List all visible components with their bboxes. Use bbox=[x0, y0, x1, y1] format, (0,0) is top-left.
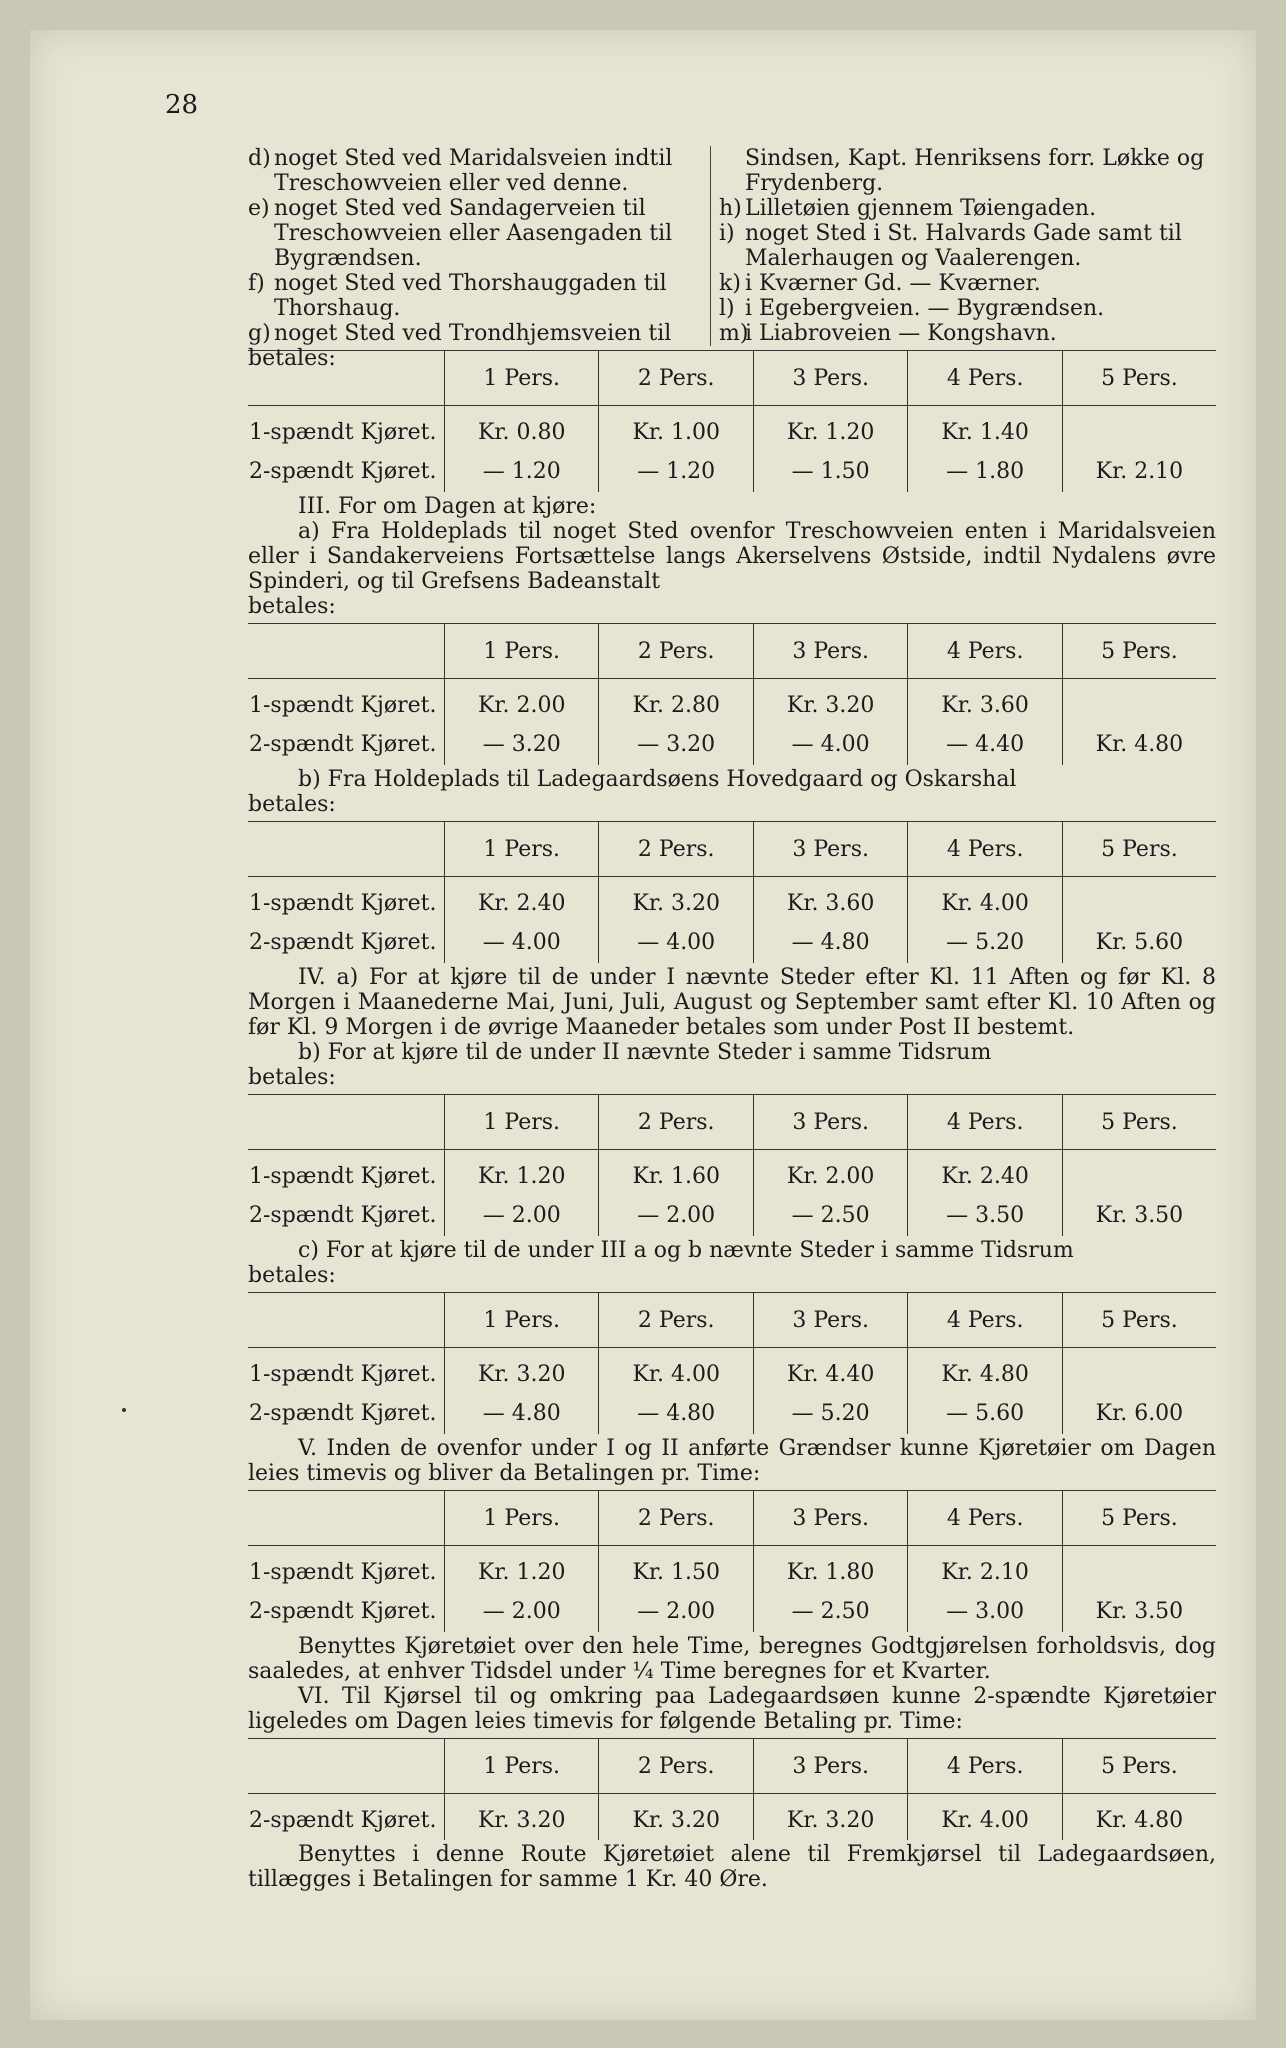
entry-label: k) bbox=[719, 271, 741, 296]
fare-cell: Kr. 2.40 bbox=[445, 877, 599, 924]
header-cell: 4 Pers. bbox=[908, 1739, 1062, 1794]
table-row bbox=[248, 1394, 1216, 1434]
fare-cell: Kr. 4.00 bbox=[908, 1794, 1062, 1841]
intro-entry bbox=[719, 321, 1216, 346]
header-blank bbox=[248, 822, 445, 877]
intro-entry bbox=[248, 321, 700, 346]
header-cell: 5 Pers. bbox=[1062, 1095, 1216, 1150]
header-blank bbox=[248, 1739, 445, 1794]
header-blank bbox=[248, 1293, 445, 1348]
fare-cell: Kr. 2.00 bbox=[753, 1150, 907, 1197]
fare-cell: — 3.50 bbox=[908, 1196, 1062, 1236]
fare-cell: Kr. 3.20 bbox=[599, 1794, 753, 1841]
header-cell: 3 Pers. bbox=[753, 1293, 907, 1348]
header-cell: 4 Pers. bbox=[908, 1095, 1062, 1150]
entry-text: noget Sted ved Trondhjemsveien til bbox=[274, 321, 672, 346]
header-cell: 4 Pers. bbox=[908, 1293, 1062, 1348]
header-blank bbox=[248, 624, 445, 679]
table-row bbox=[248, 1196, 1216, 1236]
fare-cell: — 4.80 bbox=[753, 923, 907, 963]
entry-label: m) bbox=[719, 321, 749, 346]
header-cell: 5 Pers. bbox=[1062, 351, 1216, 406]
row-label: 2-spændt Kjøret. bbox=[249, 1808, 437, 1833]
row-label: 2-spændt Kjøret. bbox=[249, 1599, 437, 1624]
header-cell: 3 Pers. bbox=[753, 624, 907, 679]
header-row bbox=[248, 1095, 1216, 1150]
fare-cell: Kr. 3.60 bbox=[908, 679, 1062, 726]
fare-section bbox=[248, 1634, 1216, 1840]
fare-section bbox=[248, 350, 1216, 492]
table-row bbox=[248, 1150, 1216, 1197]
fare-table bbox=[248, 623, 1216, 765]
entry-text: noget Sted ved Thorshauggaden til Thorshaug. bbox=[274, 271, 667, 321]
fare-table-body bbox=[248, 679, 1216, 766]
row-label: 1-spændt Kjøret. bbox=[249, 1164, 437, 1189]
fare-cell: Kr. 2.00 bbox=[445, 679, 599, 726]
section-text: betales: bbox=[248, 594, 336, 619]
entry-text: Sindsen, Kapt. Henriksens forr. Løkke og Frydenberg. bbox=[745, 146, 1205, 196]
section-text: V. Inden de ovenfor under I og II anførte Grændser kunne Kjøretøier om Dagen leies timevis og bliver da Betalingen pr. Time: bbox=[248, 1436, 1216, 1486]
fare-cell: Kr. 1.50 bbox=[599, 1546, 753, 1593]
fare-cell: Kr. 3.20 bbox=[599, 877, 753, 924]
section-text: IV. a) For at kjøre til de under I nævnte Steder efter Kl. 11 Aften og før Kl. 8 Morgen i Maanederne Mai, Juni, Juli, August og September samt efter Kl. 10 Aften og før Kl. 9 Morgen i de øvrige Maaneder betales som under Post II bestemt. bbox=[248, 965, 1216, 1040]
entry-label: d) bbox=[248, 146, 271, 171]
fare-cell: Kr. 1.60 bbox=[599, 1150, 753, 1197]
fare-cell: — 4.80 bbox=[599, 1394, 753, 1434]
row-label: 1-spændt Kjøret. bbox=[249, 420, 437, 445]
entry-label: l) bbox=[719, 296, 735, 321]
header-cell: 2 Pers. bbox=[599, 1293, 753, 1348]
table-row bbox=[248, 923, 1216, 963]
header-cell: 3 Pers. bbox=[753, 1491, 907, 1546]
fare-table bbox=[248, 1490, 1216, 1632]
fare-table-head bbox=[248, 1293, 1216, 1348]
header-cell: 4 Pers. bbox=[908, 351, 1062, 406]
fare-cell: Kr. 3.50 bbox=[1062, 1196, 1216, 1236]
header-cell: 2 Pers. bbox=[599, 1491, 753, 1546]
fare-sections bbox=[248, 350, 1216, 1840]
row-label: 1-spændt Kjøret. bbox=[249, 891, 437, 916]
fare-cell: Kr. 1.20 bbox=[753, 406, 907, 453]
header-cell: 5 Pers. bbox=[1062, 1491, 1216, 1546]
fare-cell bbox=[1062, 679, 1216, 726]
fare-table-head bbox=[248, 1739, 1216, 1794]
page-number: 28 bbox=[165, 90, 199, 120]
intro-entry bbox=[248, 146, 700, 196]
fare-table-head bbox=[248, 1491, 1216, 1546]
fare-cell: — 1.20 bbox=[599, 452, 753, 492]
entry-label: g) bbox=[248, 321, 271, 346]
fare-cell: Kr. 3.20 bbox=[445, 1794, 599, 1841]
header-cell: 5 Pers. bbox=[1062, 1293, 1216, 1348]
table-row bbox=[248, 725, 1216, 765]
fare-cell: Kr. 1.40 bbox=[908, 406, 1062, 453]
fare-cell: Kr. 3.60 bbox=[753, 877, 907, 924]
fare-table bbox=[248, 1292, 1216, 1434]
header-cell: 2 Pers. bbox=[599, 1095, 753, 1150]
header-cell: 1 Pers. bbox=[445, 1095, 599, 1150]
intro-entry bbox=[719, 146, 1216, 196]
row-label: 2-spændt Kjøret. bbox=[249, 930, 437, 955]
table-row bbox=[248, 877, 1216, 924]
fare-section bbox=[248, 494, 1216, 765]
fare-cell: Kr. 2.40 bbox=[908, 1150, 1062, 1197]
fare-cell: — 5.20 bbox=[753, 1394, 907, 1434]
intro-entry bbox=[719, 296, 1216, 321]
table-row bbox=[248, 1348, 1216, 1395]
intro-entry bbox=[248, 196, 700, 271]
fare-cell: Kr. 1.00 bbox=[599, 406, 753, 453]
section-text: b) Fra Holdeplads til Ladegaardsøens Hovedgaard og Oskarshal bbox=[298, 767, 1017, 792]
header-row bbox=[248, 822, 1216, 877]
section-text: betales: bbox=[248, 1263, 336, 1288]
header-cell: 1 Pers. bbox=[445, 1293, 599, 1348]
header-row bbox=[248, 1491, 1216, 1546]
entry-text: i Liabroveien — Kongshavn. bbox=[745, 321, 1057, 346]
header-cell: 5 Pers. bbox=[1062, 624, 1216, 679]
print-speck bbox=[122, 1408, 126, 1412]
entry-label bbox=[719, 146, 745, 196]
fare-cell bbox=[1062, 1348, 1216, 1395]
section-text: c) For at kjøre til de under III a og b nævnte Steder i samme Tidsrum bbox=[298, 1238, 1074, 1263]
fare-cell bbox=[1062, 1546, 1216, 1593]
intro-entry bbox=[719, 196, 1216, 221]
fare-cell: — 1.50 bbox=[753, 452, 907, 492]
row-label: 2-spændt Kjøret. bbox=[249, 459, 437, 484]
header-cell: 2 Pers. bbox=[599, 351, 753, 406]
entry-text: noget Sted ved Sandagerveien til Treschowveien eller Aasengaden til Bygrændsen. bbox=[274, 196, 673, 271]
header-cell: 1 Pers. bbox=[445, 624, 599, 679]
section-text: VI. Til Kjørsel til og omkring paa Ladegaardsøen kunne 2-spændte Kjøretøier ligeledes om Dagen leies timevis for følgende Betaling pr. Time: bbox=[248, 1684, 1216, 1734]
fare-table-body bbox=[248, 1794, 1216, 1841]
fare-table bbox=[248, 1094, 1216, 1236]
fare-cell: Kr. 5.60 bbox=[1062, 923, 1216, 963]
entry-text: i Egebergveien. — Bygrændsen. bbox=[745, 296, 1105, 321]
header-cell: 3 Pers. bbox=[753, 1095, 907, 1150]
closing-paragraph: Benyttes i denne Route Kjøretøiet alene til Fremkjørsel til Ladegaardsøen, tillægges i Betalingen for samme 1 Kr. 40 Øre. bbox=[248, 1842, 1216, 1892]
fare-cell: — 2.00 bbox=[445, 1592, 599, 1632]
fare-cell: Kr. 4.00 bbox=[908, 877, 1062, 924]
header-cell: 4 Pers. bbox=[908, 1491, 1062, 1546]
row-label: 2-spændt Kjøret. bbox=[249, 1401, 437, 1426]
fare-table-body bbox=[248, 1348, 1216, 1435]
fare-cell: Kr. 6.00 bbox=[1062, 1394, 1216, 1434]
entry-text: noget Sted i St. Halvards Gade samt til Malerhaugen og Vaalerengen. bbox=[745, 221, 1182, 271]
fare-cell: — 1.80 bbox=[908, 452, 1062, 492]
fare-table-head bbox=[248, 822, 1216, 877]
entry-text: noget Sted ved Maridalsveien indtil Treschowveien eller ved denne. bbox=[274, 146, 673, 196]
header-cell: 5 Pers. bbox=[1062, 822, 1216, 877]
fare-table-body bbox=[248, 1546, 1216, 1633]
fare-cell: Kr. 2.10 bbox=[908, 1546, 1062, 1593]
fare-cell: Kr. 4.80 bbox=[908, 1348, 1062, 1395]
intro-right-column bbox=[711, 146, 1216, 346]
header-row bbox=[248, 1293, 1216, 1348]
header-cell: 2 Pers. bbox=[599, 1739, 753, 1794]
fare-cell: — 4.00 bbox=[445, 923, 599, 963]
section-text: Benyttes Kjøretøiet over den hele Time, beregnes Godtgjørelsen forholdsvis, dog saaledes, at enhver Tidsdel under ¼ Time beregnes for et Kvarter. bbox=[248, 1634, 1216, 1684]
header-blank bbox=[248, 1491, 445, 1546]
row-label: 1-spændt Kjøret. bbox=[249, 693, 437, 718]
intro-entry bbox=[248, 271, 700, 321]
header-cell: 1 Pers. bbox=[445, 1739, 599, 1794]
fare-section bbox=[248, 1436, 1216, 1632]
entry-label: f) bbox=[248, 271, 265, 296]
fare-table-body bbox=[248, 877, 1216, 964]
fare-cell: — 5.60 bbox=[908, 1394, 1062, 1434]
fare-section bbox=[248, 1238, 1216, 1434]
header-blank bbox=[248, 1095, 445, 1150]
table-row bbox=[248, 1794, 1216, 1841]
fare-cell: Kr. 0.80 bbox=[445, 406, 599, 453]
fare-cell: — 3.20 bbox=[599, 725, 753, 765]
fare-cell bbox=[1062, 1150, 1216, 1197]
fare-cell: — 3.00 bbox=[908, 1592, 1062, 1632]
fare-cell: — 2.00 bbox=[445, 1196, 599, 1236]
header-cell: 1 Pers. bbox=[445, 822, 599, 877]
header-cell: 1 Pers. bbox=[445, 351, 599, 406]
header-row bbox=[248, 1739, 1216, 1794]
fare-cell: Kr. 3.20 bbox=[753, 679, 907, 726]
fare-table-body bbox=[248, 1150, 1216, 1237]
header-cell: 2 Pers. bbox=[599, 822, 753, 877]
fare-cell: Kr. 3.50 bbox=[1062, 1592, 1216, 1632]
fare-cell: Kr. 4.40 bbox=[753, 1348, 907, 1395]
fare-cell: — 4.00 bbox=[599, 923, 753, 963]
fare-table bbox=[248, 1738, 1216, 1840]
fare-cell: Kr. 2.80 bbox=[599, 679, 753, 726]
section-text: a) Fra Holdeplads til noget Sted ovenfor Treschowveien enten i Maridalsveien eller i Sandakerveiens Fortsættelse langs Akerselvens Østside, indtil Nydalens øvre Spinderi, og til Grefsens Badeanstalt bbox=[248, 519, 1216, 594]
header-cell: 3 Pers. bbox=[753, 351, 907, 406]
fare-cell bbox=[1062, 406, 1216, 453]
header-cell: 3 Pers. bbox=[753, 1739, 907, 1794]
row-label: 1-spændt Kjøret. bbox=[249, 1560, 437, 1585]
page-content bbox=[248, 146, 1216, 1892]
section-text: betales: bbox=[248, 792, 336, 817]
fare-cell bbox=[1062, 877, 1216, 924]
header-cell: 1 Pers. bbox=[445, 1491, 599, 1546]
table-row bbox=[248, 406, 1216, 453]
row-label: 2-spændt Kjøret. bbox=[249, 732, 437, 757]
header-cell: 5 Pers. bbox=[1062, 1739, 1216, 1794]
fare-table bbox=[248, 350, 1216, 492]
row-label: 2-spændt Kjøret. bbox=[249, 1203, 437, 1228]
entry-text: Lilletøien gjennem Tøiengaden. bbox=[745, 196, 1097, 221]
header-cell: 4 Pers. bbox=[908, 822, 1062, 877]
fare-cell: Kr. 3.20 bbox=[753, 1794, 907, 1841]
section-text: III. For om Dagen at kjøre: bbox=[298, 494, 597, 519]
fare-cell: — 2.00 bbox=[599, 1196, 753, 1236]
table-row bbox=[248, 1592, 1216, 1632]
header-row bbox=[248, 624, 1216, 679]
fare-cell: Kr. 4.80 bbox=[1062, 725, 1216, 765]
fare-cell: Kr. 3.20 bbox=[445, 1348, 599, 1395]
fare-cell: — 4.00 bbox=[753, 725, 907, 765]
fare-cell: Kr. 1.20 bbox=[445, 1150, 599, 1197]
entry-text: i Kværner Gd. — Kværner. bbox=[745, 271, 1041, 296]
intro-entry bbox=[719, 221, 1216, 271]
intro-left-column bbox=[248, 146, 711, 371]
table-row bbox=[248, 1546, 1216, 1593]
fare-cell: — 3.20 bbox=[445, 725, 599, 765]
entry-label: e) bbox=[248, 196, 270, 221]
table-row bbox=[248, 452, 1216, 492]
row-label: 1-spændt Kjøret. bbox=[249, 1362, 437, 1387]
fare-cell: Kr. 4.00 bbox=[599, 1348, 753, 1395]
header-cell: 4 Pers. bbox=[908, 624, 1062, 679]
fare-table bbox=[248, 821, 1216, 963]
fare-cell: Kr. 4.80 bbox=[1062, 1794, 1216, 1841]
table-row bbox=[248, 679, 1216, 726]
fare-section bbox=[248, 767, 1216, 963]
fare-table-body bbox=[248, 406, 1216, 493]
fare-cell: Kr. 1.80 bbox=[753, 1546, 907, 1593]
header-cell: 3 Pers. bbox=[753, 822, 907, 877]
intro-betales: betales: bbox=[248, 346, 336, 371]
section-text: betales: bbox=[248, 1065, 336, 1090]
fare-table-head bbox=[248, 624, 1216, 679]
fare-cell: — 4.80 bbox=[445, 1394, 599, 1434]
document-page bbox=[30, 30, 1256, 2020]
fare-cell: Kr. 1.20 bbox=[445, 1546, 599, 1593]
fare-cell: — 5.20 bbox=[908, 923, 1062, 963]
fare-cell: — 1.20 bbox=[445, 452, 599, 492]
entry-label: h) bbox=[719, 196, 742, 221]
intro-columns bbox=[248, 146, 1216, 371]
fare-table-head bbox=[248, 1095, 1216, 1150]
intro-entry bbox=[719, 271, 1216, 296]
entry-label: i) bbox=[719, 221, 735, 246]
header-cell: 2 Pers. bbox=[599, 624, 753, 679]
fare-cell: — 2.00 bbox=[599, 1592, 753, 1632]
fare-section bbox=[248, 965, 1216, 1236]
fare-cell: — 2.50 bbox=[753, 1196, 907, 1236]
fare-cell: — 4.40 bbox=[908, 725, 1062, 765]
section-text: b) For at kjøre til de under II nævnte Steder i samme Tidsrum bbox=[298, 1040, 992, 1065]
fare-cell: Kr. 2.10 bbox=[1062, 452, 1216, 492]
fare-cell: — 2.50 bbox=[753, 1592, 907, 1632]
